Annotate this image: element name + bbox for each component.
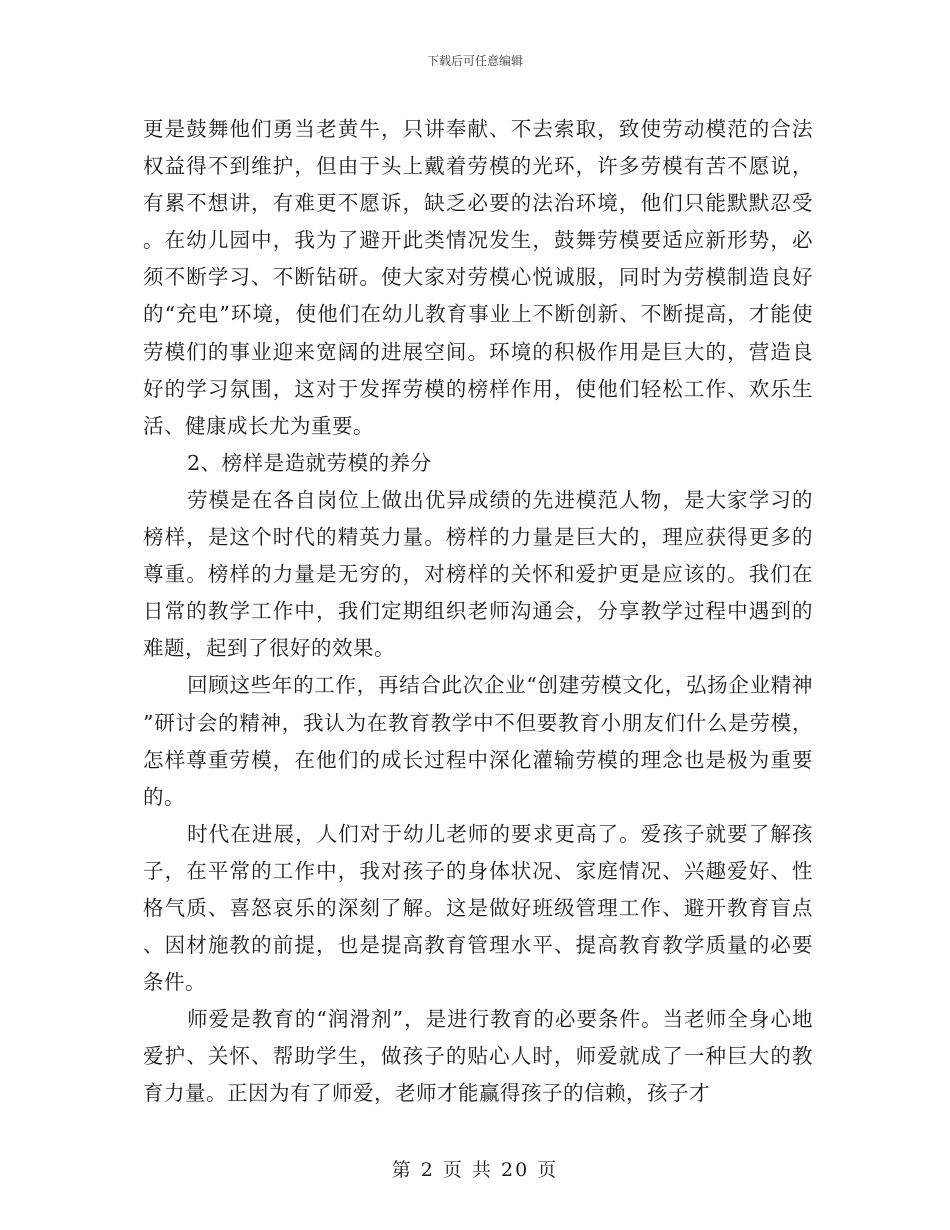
paragraph: 师爱是教育的“润滑剂”，是进行教育的必要条件。当老师全身心地爱护、关怀、帮助学生，做孩子的贴心人时，师爱就成了一种巨大的教育力量。正因为有了师爱，老师才能赢得孩子的信赖，孩子才 [143, 1007, 813, 1106]
paragraph: 劳模是在各自岗位上做出优异成绩的先进模范人物，是大家学习的榜样，是这个时代的精英力量。榜样的力量是巨大的，理应获得更多的尊重。榜样的力量是无穷的，对榜样的关怀和爱护更是应该的。我们在日常的教学工作中，我们定期组织老师沟通会，分享教学过程中遇到的难题，起到了很好的效果。 [143, 487, 813, 661]
paragraph: 时代在进展，人们对于幼儿老师的要求更高了。爱孩子就要了解孩子，在平常的工作中，我对孩子的身体状况、家庭情况、兴趣爱好、性格气质、喜怒哀乐的深刻了解。这是做好班级管理工作、避开教育盲点、因材施教的前提，也是提高教育管理水平、提高教育教学质量的必要条件。 [143, 821, 813, 995]
paragraph: 回顾这些年的工作，再结合此次企业“创建劳模文化，弘扬企业精神”研讨会的精神，我认为在教育教学中不但要教育小朋友们什么是劳模，怎样尊重劳模，在他们的成长过程中深化灌输劳模的理念也是极为重要的。 [143, 673, 813, 809]
page-header-note: 下载后可任意编辑 [426, 54, 523, 68]
page-number: 第 2 页 共 20 页 [391, 1159, 559, 1181]
document-body [143, 111, 813, 1113]
section-heading: 2、榜样是造就劳模的养分 [187, 450, 432, 475]
paragraph: 更是鼓舞他们勇当老黄牛，只讲奉献、不去索取，致使劳动模范的合法权益得不到维护，但由于头上戴着劳模的光环，许多劳模有苦不愿说，有累不想讲，有难更不愿诉，缺乏必要的法治环境，他们只能默默忍受。在幼儿园中，我为了避开此类情况发生，鼓舞劳模要适应新形势，必须不断学习、不断钻研。使大家对劳模心悦诚服，同时为劳模制造良好的“充电”环境，使他们在幼儿教育事业上不断创新、不断提高，才能使劳模们的事业迎来宽阔的进展空间。环境的积极作用是巨大的，营造良好的学习氛围，这对于发挥劳模的榜样作用，使他们轻松工作、欢乐生活、健康成长尤为重要。 [143, 117, 813, 438]
